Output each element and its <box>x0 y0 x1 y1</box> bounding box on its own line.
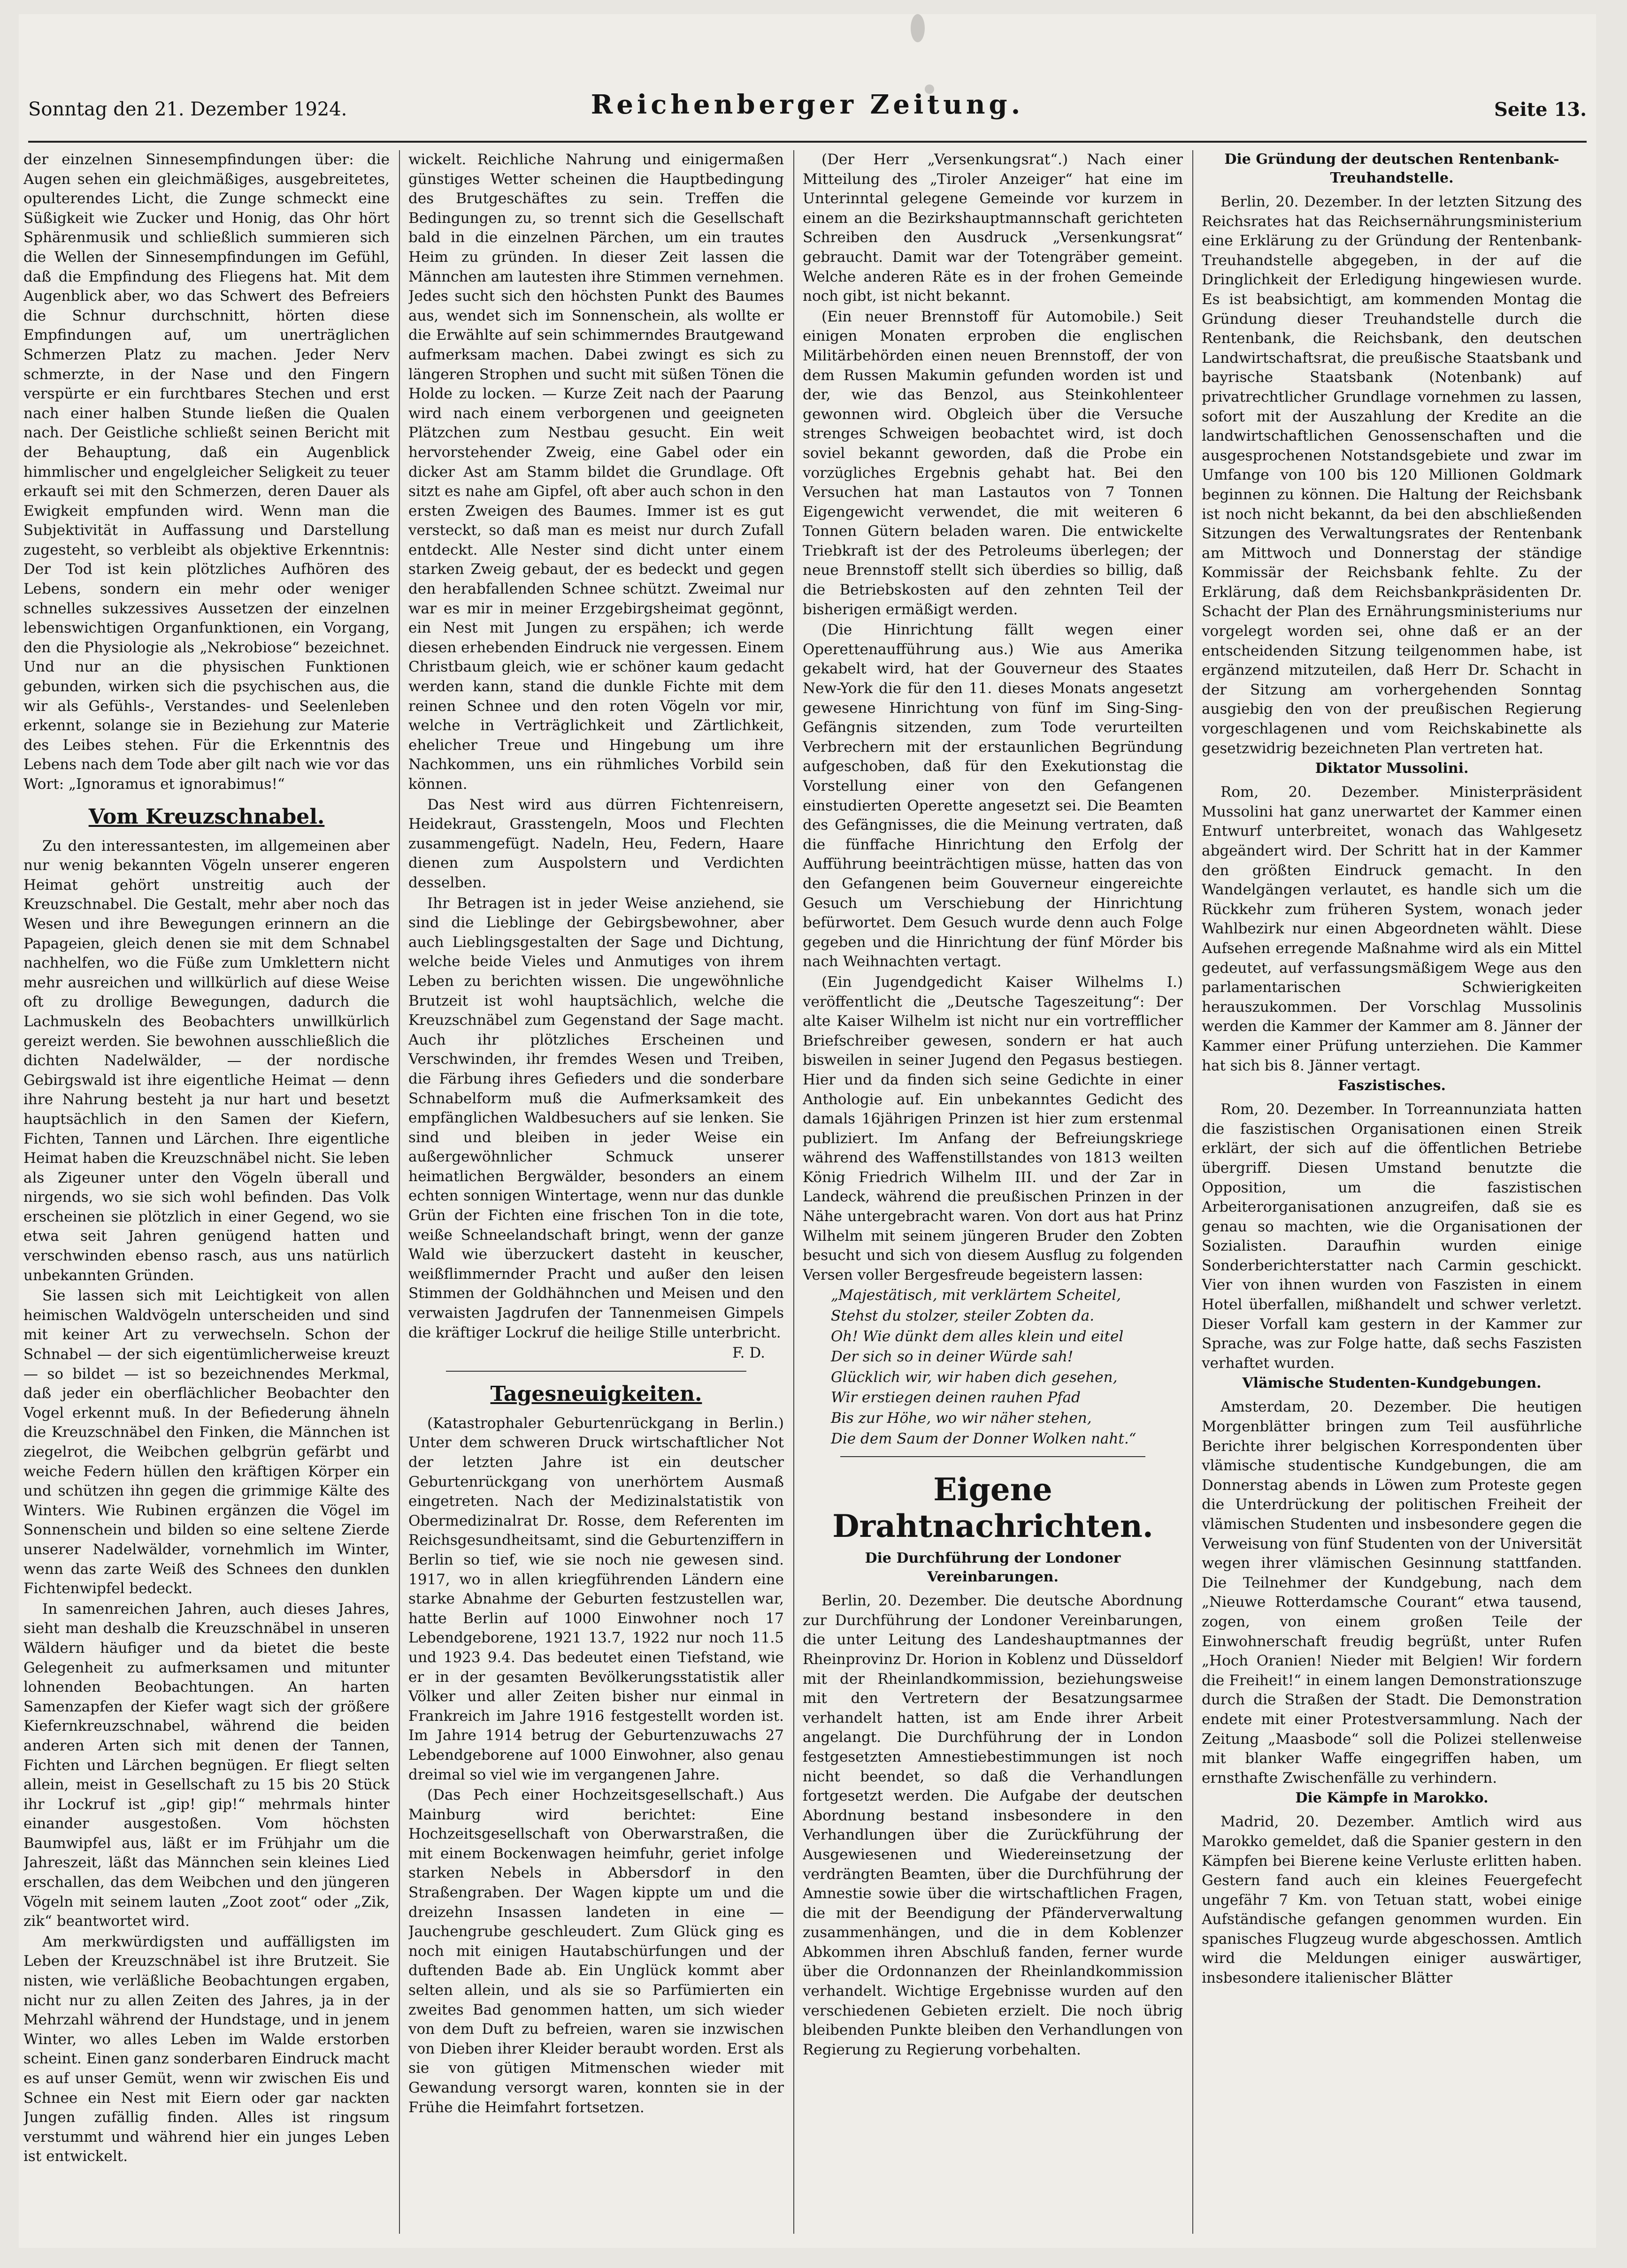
news-item: (Die Hinrichtung fällt wegen einer Operettenaufführung aus.) Wie aus Amerika gekabelt wird, hat der Gouverneur des Staates New-York die für den 11. dieses Monats angesetzt gewesene Hinrichtung von fünf im Sing-Sing-Gefängnis sitzenden, zum Tode verurteilten Verbrechern mit der erstaunlichen Begründung aufgeschoben, daß für den Exekutionstag die Vorstellung einer von den Gefangenen einstudierten Operette angesetzt sei. Die Beamten des Gefängnisses, die die Meinung vertraten, daß die fünffache Hinrichtung den Erfolg der Aufführung beeinträchtigen müsse, hatten das von den Gefangenen beim Gouverneur eingereichte Gesuch um Verschiebung der Hinrichtung befürwortet. Dem Gesuch wurde denn auch Folge gegeben und die Hinrichtung der fünf Mörder bis nach Weihnachten vertagt. <box>803 621 1183 970</box>
news-subheading: Die Gründung der deutschen Rentenbank-Treuhandstelle. <box>1224 151 1559 186</box>
article-heading-kreuzschnabel: Vom Kreuzschnabel. <box>88 804 325 829</box>
column-3 <box>803 150 1183 2248</box>
news-item: (Ein Jugendgedicht Kaiser Wilhelms I.) veröffentlicht die „Deutsche Tageszeitung“: Der alte Kaiser Wilhelm ist nicht nur ein vortrefflicher Briefschreiber gewesen, sondern er hat auch bisweilen in seiner Jugend den Pegasus bestiegen. Hier und da finden sich seine Gedichte in einer Anthologie auf. Ein unbekanntes Gedicht des damals 16jährigen Prinzen ist hier zum erstenmal publiziert. Im Anfang der Befreiungskriege während des Waffenstillstandes von 1813 weilten König Friedrich Wilhelm III. und der Zar in Landeck, während die preußischen Prinzen in der Nähe untergebracht waren. Von dort aus hat Prinz Wilhelm mit seinem jüngeren Bruder den Zobten besucht und sich von diesem Ausflug zu folgenden Versen voller Bergesfreude begeistern lassen: <box>803 973 1183 1283</box>
news-subheading: Diktator Mussolini. <box>1315 760 1469 777</box>
section-heading-tagesneuigkeiten: Tagesneuigkeiten. <box>490 1382 702 1406</box>
header-rule <box>28 141 1587 143</box>
author-signature: F. D. <box>732 1344 765 1362</box>
news-item: Amsterdam, 20. Dezember. Die heutigen Morgenblätter bringen zum Teil ausführliche Berichte ihrer belgischen Korrespondenten über vlämische studentische Kundgebungen, die am Donnerstag abends in Löwen zum Proteste gegen die Unterdrückung der politischen Freiheit der vlämischen Studenten und insbesondere gegen die Verweisung von fünf Studenten von der Universität wegen ihrer vlämischen Gesinnung stattfanden. Die Teilnehmer der Kundgebung, nach dem „Nieuwe Rotterdamsche Courant“ etwa tausend, zogen, von einem großen Teile der Einwohnerschaft freudig begrüßt, unter Rufen „Hoch Oranien! Nieder mit Belgien! Wir fordern die Freiheit!“ in einem langen Demonstrationszuge durch die Straßen der Stadt. Die Demonstration endete mit einer Protestversammlung. Nach der Zeitung „Maasbode“ soll die Polizei stellenweise mit blanker Waffe eingegriffen haben, um ernsthafte Zwischenfälle zu verhindern. <box>1202 1398 1582 1787</box>
news-item: (Das Pech einer Hochzeitsgesellschaft.) Aus Mainburg wird berichtet: Eine Hochzeitsgesellschaft von Oberwarstraßen, die mit einem Bockenwagen heimfuhr, geriet infolge starken Nebels in Abbersdorf in den Straßengraben. Der Wagen kippte um und die dreizehn Insassen landeten in eine — Jauchengrube geschleudert. Zum Glück ging es noch mit einigen Hautabschürfungen und der duftenden Bade ab. Ein Unglück kommt aber selten allein, und als sie so Parfümierten ein zweites Bad genommen hatten, um sich wieder von dem Duft zu befreien, waren sie inzwischen von Dieben ihrer Kleider beraubt worden. Erst als sie von gütigen Mitmenschen wieder mit Gewandung versorgt waren, konnten sie in der Frühe die Heimfahrt fortsetzen. <box>408 1787 784 2116</box>
issue-date: Sonntag den 21. Dezember 1924. <box>28 99 347 120</box>
news-subheading: Vlämische Studenten-Kundgebungen. <box>1242 1375 1542 1392</box>
article-paragraph: Zu den interessantesten, im allgemeinen aber nur wenig bekannten Vögeln unserer engeren Heimat gehört unstreitig auch der Kreuzschnabel. Die Gestalt, mehr aber noch das Wesen und ihre Bewegungen erinnern an die Papageien, gleich denen sie mit dem Schnabel nachhelfen, wo die Füße zum Umklettern nicht mehr ausreichen und willkürlich auf diese Weise oft zu drollige Bewegungen, dadurch die Lachmuskeln des Beobachters unwillkürlich gereizt werden. Sie bewohnen ausschließlich die dichten Nadelwälder, — der nordische Gebirgswald ist ihre eigentliche Heimat — denn ihre Nahrung besteht ja nur hart und besetzt hauptsächlich in den Samen der Kiefern, Fichten, Tannen und Lärchen. Ihre eigentliche Heimat haben die Kreuzschnäbel nicht. Sie leben als Zigeuner unter den Vögeln überall und nirgends, wo sie sich wohl befinden. Das Volk erscheinen sie plötzlich in einer Gegend, wo sie etwa seit Jahren genügend hatten und verschwinden ebenso rasch, aus uns natürlich unbekannten Gründen. <box>23 837 390 1284</box>
section-heading-drahtnachrichten: Eigene Drahtnachrichten. <box>832 1471 1153 1545</box>
masthead <box>28 84 1587 131</box>
column-divider <box>793 150 794 2234</box>
article-paragraph: In samenreichen Jahren, auch dieses Jahres, sieht man deshalb die Kreuzschnäbel in unseren Wäldern häufiger und da bietet die beste Gelegenheit zu aufmerksamen und mitunter lohnenden Beobachtungen. An harten Samenzapfen der Kiefer wagt sich der größere Kiefernkreuzschnabel, während die beiden anderen Arten sich mit denen der Tannen, Fichten und Lärchen begnügen. Er fliegt selten allein, meist in Gesellschaft zu 15 bis 20 Stück ihr Lockruf ist „gip! gip!“ mehrmals hinter einander ausgestoßen. Vom höchsten Baumwipfel aus, läßt er im Frühjahr um die Jahreszeit, läßt das Männchen sein kleines Lied erschallen, das dem Weibchen und den jüngeren Vögeln mit seinem lauten „Zoot zoot“ oder „Zik, zik“ beantwortet wird. <box>23 1600 390 1930</box>
article-paragraph: Das Nest wird aus dürren Fichtenreisern, Heidekraut, Grasstengeln, Moos und Flechten zusammengefügt. Nadeln, Heu, Federn, Haare dienen zum Auspolstern und Verdichten desselben. <box>408 796 784 891</box>
section-separator <box>840 1456 1145 1457</box>
poem-line: Wir erstiegen deinen rauhen Pfad <box>831 1389 1081 1406</box>
newspaper-page <box>19 14 1596 2248</box>
poem-line: Die dem Saum der Donner Wolken naht.“ <box>831 1430 1136 1447</box>
newspaper-title: Reichenberger Zeitung. <box>591 89 1024 120</box>
article-paragraph: Sie lassen sich mit Leichtigkeit von allen heimischen Waldvögeln unterscheiden und sind mit keiner Art zu verwechseln. Schon der Schnabel — der sich eigentümlicherweise kreuzt — so bildet — ist so bezeichnendes Merkmal, daß jeder ein oberflächlicher Beobachter den Vogel erkennt muß. In der Befiederung ähneln die Kreuzschnäbel den Finken, die Männchen ist ziegelrot, die Weibchen gelbgrün gefärbt und weiche Federn hüllen den kräftigen Körper ein und schützen ihn gegen die grimmige Kälte des Winters. Wie Rubinen ergänzen die Vögel im Sonnenschein und bilden so eine seltene Zierde unserer Nadelwälder, vornehmlich im Winter, wenn das zarte Weiß des Schnees den dunklen Fichtenwipfel bedeckt. <box>23 1287 390 1597</box>
section-separator <box>446 1371 746 1372</box>
poem-line: „Majestätisch, mit verklärtem Scheitel, <box>831 1287 1121 1304</box>
ink-blot <box>925 84 934 94</box>
column-4 <box>1202 150 1582 2248</box>
article-paragraph: wickelt. Reichliche Nahrung und einigermaßen günstiges Wetter scheinen die Hauptbedingung des Brutgeschäftes zu sein. Treffen die Bedingungen zu, so trennt sich die Gesellschaft bald in die einzelnen Pärchen, um ein trautes Heim zu gründen. In dieser Zeit lassen die Männchen am lautesten ihre Stimmen vernehmen. Jedes sucht sich den höchsten Punkt des Baumes aus, wendet sich im Sonnenschein, als wollte er die Erwählte auf sein schimmerndes Brautgewand aufmerksam machen. Dabei zwingt es sich zu längeren Strophen und sucht mit süßen Tönen die Holde zu locken. — Kurze Zeit nach der Paarung wird nach einem verborgenen und geeigneten Plätzchen zum Nestbau gesucht. Ein weit hervorstehender Zweig, eine Gabel oder ein dicker Ast am Stamm bildet die Grundlage. Oft sitzt es nahe am Gipfel, oft aber auch schon in den ersten Zweigen des Baumes. Immer ist es gut versteckt, so daß man es meist nur durch Zufall entdeckt. Alle Nester sind dicht unter einem starken Zweig gebaut, der es bedeckt und gegen den herabfallenden Schnee schützt. Zweimal nur war es mir in meiner Erzgebirgsheimat gegönnt, ein Nest mit Jungen zu erspähen; ich werde diesen erhebenden Eindruck nie vergessen. Einem Christbaum gleich, wie er schöner kaum gedacht werden kann, stand die dunkle Fichte mit dem reinen Schnee und den roten Vögeln vor mir, welche in Verträglichkeit und Zärtlichkeit, ehelicher Treue und Hingebung um ihre Nachkommen, uns ein rühmliches Vorbild sein können. <box>408 151 784 793</box>
ink-blot <box>911 14 925 42</box>
news-item: Berlin, 20. Dezember. Die deutsche Abordnung zur Durchführung der Londoner Vereinbarungen, die unter Leitung des Landeshauptmannes der Rheinprovinz Dr. Horion in Koblenz und Düsseldorf mit der Rheinlandkommission, beziehungsweise mit den Vertretern der Besatzungsarmee verhandelt hatten, ist am Ende ihrer Arbeit angelangt. Die Durchführung der in London festgesetzten Amnestiebestimmungen ist noch nicht beendet, so daß die Verhandlungen fortgesetzt werden. Die Aufgabe der deutschen Abordnung bestand insbesondere in den Verhandlungen über die Zurückführung der Ausgewiesenen und Wiedereinsetzung der verdrängten Beamten, über die Durchführung der Amnestie sowie über die wirtschaftlichen Fragen, die mit der Beendigung der Pfänderverwaltung zusammenhängen, und die in dem Koblenzer Abkommen ihren Abschluß fanden, ferner wurde über die Ordonnanzen der Rheinlandkommission verhandelt. Wichtige Ergebnisse wurden auf den verschiedenen Gebieten erzielt. Die noch übrig bleibenden Punkte bleiben den Verhandlungen von Regierung zu Regierung vorbehalten. <box>803 1592 1183 2058</box>
poem-line: Stehst du stolzer, steiler Zobten da. <box>831 1307 1095 1325</box>
article-paragraph: der einzelnen Sinnesempfindungen über: die Augen sehen ein gleichmäßiges, ausgebreitetes, opulterendes Licht, die Zunge schmeckt eine Süßigkeit wie Zucker und Honig, das Ohr hört Sphärenmusik und schließlich summieren sich die Wellen der Sinnesempfindungen im Gefühl, daß die Empfindung des Fliegens hat. Mit dem Augenblick aber, wo das Schwert des Befreiers die Schnur durchschnitt, hörten diese Empfindungen auf, um unerträglichen Schmerzen Platz zu machen. Jeder Nerv schmerzte, in der Nase und den Fingern verspürte er ein furchtbares Stechen und erst nach einer halben Stunde ließen die Qualen nach. Der Geistliche schließt seinen Bericht mit der Behauptung, daß ein Augenblick himmlischer und engelgleicher Seligkeit zu teuer erkauft sei mit den Schmerzen, deren Dauer als Ewigkeit empfunden wird. Wenn man die Subjektivität in Auffassung und Darstellung zugesteht, so verbleibt als objektive Erkenntnis: Der Tod ist kein plötzliches Aufhören des Lebens, sondern ein mehr oder weniger schnelles sukzessives Aussetzen der einzelnen lebenswichtigen Organfunktionen, ein Vorgang, den die Physiologie als „Nekrobiose“ bezeichnet. Und nur an die physischen Funktionen gebunden, wirken sich die psychischen aus, die wir als Gefühls-, Verstandes- und Seelenleben erkennt, solange sie in Beziehung zur Materie des Leibes stehen. Für die Erkenntnis des Lebens nach dem Tode aber gilt nach wie vor das Wort: „Ignoramus et ignorabimus!“ <box>23 151 390 793</box>
news-subheading: Die Kämpfe in Marokko. <box>1295 1790 1489 1807</box>
poem-line: Bis zur Höhe, wo wir näher stehen, <box>831 1410 1092 1427</box>
poem-line: Glücklich wir, wir haben dich gesehen, <box>831 1368 1118 1386</box>
article-paragraph: Ihr Betragen ist in jeder Weise anziehend, sie sind die Lieblinge der Gebirgsbewohner, aber auch Lieblingsgestalten der Sage und Dichtung, welche beide Vieles und Anmutiges von ihrem Leben zu berichten wissen. Die ungewöhnliche Brutzeit ist wohl hauptsächlich, welche die Kreuzschnäbel zum Gegenstand der Sage macht. Auch ihr plötzliches Erscheinen und Verschwinden, ihr fremdes Wesen und Treiben, die Färbung ihres Gefieders und die sonderbare Schnabelform muß die Aufmerksamkeit des empfänglichen Waldbesuchers auf sie lenken. Sie sind und bleiben in jeder Weise ein außergewöhnlicher Schmuck unserer heimatlichen Bergwälder, besonders an einem echten sonnigen Wintertage, wenn nur das dunkle Grün der Fichten eine frischen Ton in die tote, weiße Schneelandschaft bringt, wenn der ganze Wald wie überzuckert dasteht in keuscher, weißflimmernder Pracht und außer den leisen Stimmen der Goldhähnchen und Meisen und den verwaisten Jagdrufen der Tannenmeisen Gimpels die kräftiger Lockruf die heilige Stille unterbricht. <box>408 894 784 1341</box>
news-subheading: Faszistisches. <box>1338 1077 1446 1094</box>
news-item: Madrid, 20. Dezember. Amtlich wird aus Marokko gemeldet, daß die Spanier gestern in den Kämpfen bei Bierene keine Verluste erlitten haben. Gestern fand auch ein kleines Feuergefecht ungefähr 7 Km. von Tetuan statt, wobei einige Aufständische gefangen genommen wurden. Ein spanisches Flugzeug wurde abgeschossen. Amtlich wird die Meldungen einiger auswärtiger, insbesondere italienischer Blätter <box>1202 1813 1582 1987</box>
column-1 <box>23 150 390 2248</box>
column-divider <box>399 150 400 2234</box>
poem-line: Der sich so in deiner Würde sah! <box>831 1348 1074 1366</box>
news-item: Rom, 20. Dezember. Ministerpräsident Mussolini hat ganz unerwartet der Kammer einen Entwurf unterbreitet, wonach das Wahlgesetz abgeändert wird. Der Schritt hat in der Kammer den größten Eindruck gemacht. In den Wandelgängen verlautet, es handle sich um die Rückkehr zum früheren System, wonach jeder Wahlbezirk nur einen Abgeordneten wählt. Diese Aufsehen erregende Maßnahme wird als ein Mittel gedeutet, auf verfassungsmäßigem Wege aus den parlamentarischen Schwierigkeiten herauszukommen. Der Vorschlag Mussolinis werden die Kammer der Kammer am 8. Jänner der Kammer einer Prüfung unterziehen. Die Kammer hat sich bis 8. Jänner vertagt. <box>1202 784 1582 1074</box>
column-divider <box>1192 150 1193 2234</box>
news-item: (Der Herr „Versenkungsrat“.) Nach einer Mitteilung des „Tiroler Anzeiger“ hat eine im Unterinntal gelegene Gemeinde vor kurzem in einem an die Bezirkshauptmannschaft gerichteten Schreiben den Ausdruck „Versenkungsrat“ gebraucht. Damit war der Totengräber gemeint. Welche anderen Räte es in der frohen Gemeinde noch gibt, ist nicht bekannt. <box>803 151 1183 305</box>
column-2 <box>408 150 784 2248</box>
news-item: (Ein neuer Brennstoff für Automobile.) Seit einigen Monaten erproben die englischen Militärbehörden einen neuen Brennstoff, der von dem Russen Makumin gefunden worden ist und der, wie das Benzol, aus Steinkohlenteer gewonnen wird. Obgleich über die Versuche strenges Schweigen beobachtet wird, ist doch soviel bekannt geworden, daß die Probe ein vorzügliches Ergebnis gehabt hat. Bei den Versuchen hat man Lastautos von 7 Tonnen Eigengewicht verwendet, die mit weiteren 6 Tonnen Gütern beladen waren. Die entwickelte Triebkraft ist der des Petroleums überlegen; der neue Brennstoff stellt sich überdies so billig, daß die Betriebskosten auf den zehnten Teil der bisherigen ermäßigt werden. <box>803 308 1183 618</box>
news-item: (Katastrophaler Geburtenrückgang in Berlin.) Unter dem schweren Druck wirtschaftlicher Not der letzten Jahre ist ein deutscher Geburtenrückgang von unerhörtem Ausmaß eingetreten. Nach der Medizinalstatistik von Obermedizinalrat Dr. Rosse, dem Referenten im Reichsgesundheitsamt, sind die Geburtenziffern in Berlin so tief, wie sie noch nie gewesen sind. 1917, wo in allen kriegführenden Ländern eine starke Abnahme der Geburten festzustellen war, hatte Berlin auf 1000 Einwohner noch 17 Lebendgeborene, 1921 13.7, 1922 nur noch 11.5 und 1923 9.4. Das bedeutet einen Tiefstand, wie er in der gesamten Bevölkerungsstatistik aller Völker und aller Zeiten bisher nur einmal in Frankreich im Jahre 1916 festgestellt worden ist. Im Jahre 1914 betrug der Geburtenzuwachs 27 Lebendgeborene auf 1000 Einwohner, also genau dreimal so viel wie im vergangenen Jahre. <box>408 1414 784 1783</box>
news-item: Rom, 20. Dezember. In Torreannunziata hatten die faszistischen Organisationen einen Streik erklärt, der sich auf die öffentlichen Betriebe übergriff. Diesen Umstand benutzte die Opposition, um die faszistischen Arbeiterorganisationen anzugreifen, daß sie es genau so machten, wie die Organisationen der Sozialisten. Daraufhin wurden einige Sonderberichterstatter nach Carmin geschickt. Vier von ihnen wurden von Faszisten in einem Hotel überfallen, mißhandelt und schwer verletzt. Dieser Vorfall kam gestern in der Kammer zur Sprache, was zur Folge hatte, daß sechs Faszisten verhaftet wurden. <box>1202 1101 1582 1372</box>
news-item: Berlin, 20. Dezember. In der letzten Sitzung des Reichsrates hat das Reichsernährungsministerium eine Erklärung zu der Gründung der Rentenbank-Treuhandstelle abgegeben, in der auf die Dringlichkeit der Erledigung hingewiesen wurde. Es ist beabsichtigt, am kommenden Montag die Gründung dieser Treuhandstelle durch die Rentenbank, die Reichsbank, den deutschen Landwirtschaftsrat, die preußische Staatsbank und bayrische Staatsbank (Notenbank) auf privatrechtlicher Grundlage vornehmen zu lassen, sofort mit der Auszahlung der Kredite an die landwirtschaftlichen Genossenschaften und die ausgesprochenen Notstandsgebiete und zwar im Umfange von 100 bis 120 Millionen Goldmark beginnen zu können. Die Haltung der Reichsbank ist noch nicht bekannt, da bei den abschließenden Sitzungen des Verwaltungsrates der Rentenbank am Mittwoch und Donnerstag der ständige Kommissär der Reichsbank fehlte. Zu der Erklärung, daß dem Reichsbankpräsidenten Dr. Schacht der Plan des Ernährungsministeriums nur vorgelegt worden sei, ohne daß er an der entscheidenden Sitzung teilgenommen habe, ist ergänzend mitzuteilen, daß Herr Dr. Schacht in der Sitzung am vorhergehenden Sonntag ausgiebig den von der preußischen Regierung vorgeschlagenen und vom Reichskabinette als gesetzwidrig bezeichneten Plan vertreten hat. <box>1202 193 1582 757</box>
page-number: Seite 13. <box>1494 99 1587 121</box>
article-paragraph: Am merkwürdigsten und auffälligsten im Leben der Kreuzschnäbel ist ihre Brutzeit. Sie nisten, wie verläßliche Beobachtungen ergaben, nicht nur zu allen Zeiten des Jahres, ja in der Mehrzahl während der Hundstage, und in jenem Winter, wo alles Leben im Walde erstorben scheint. Einen ganz sonderbaren Eindruck macht es auf unser Gemüt, wenn wir zwischen Eis und Schnee ein Nest mit Eiern oder gar nackten Jungen zufällig finden. Alles ist ringsum verstummt und während hier ein junges Leben ist entwickelt. <box>23 1933 390 2165</box>
poem-line: Oh! Wie dünkt dem alles klein und eitel <box>831 1328 1124 1345</box>
news-subheading: Die Durchführung der Londoner Vereinbarungen. <box>865 1550 1121 1586</box>
